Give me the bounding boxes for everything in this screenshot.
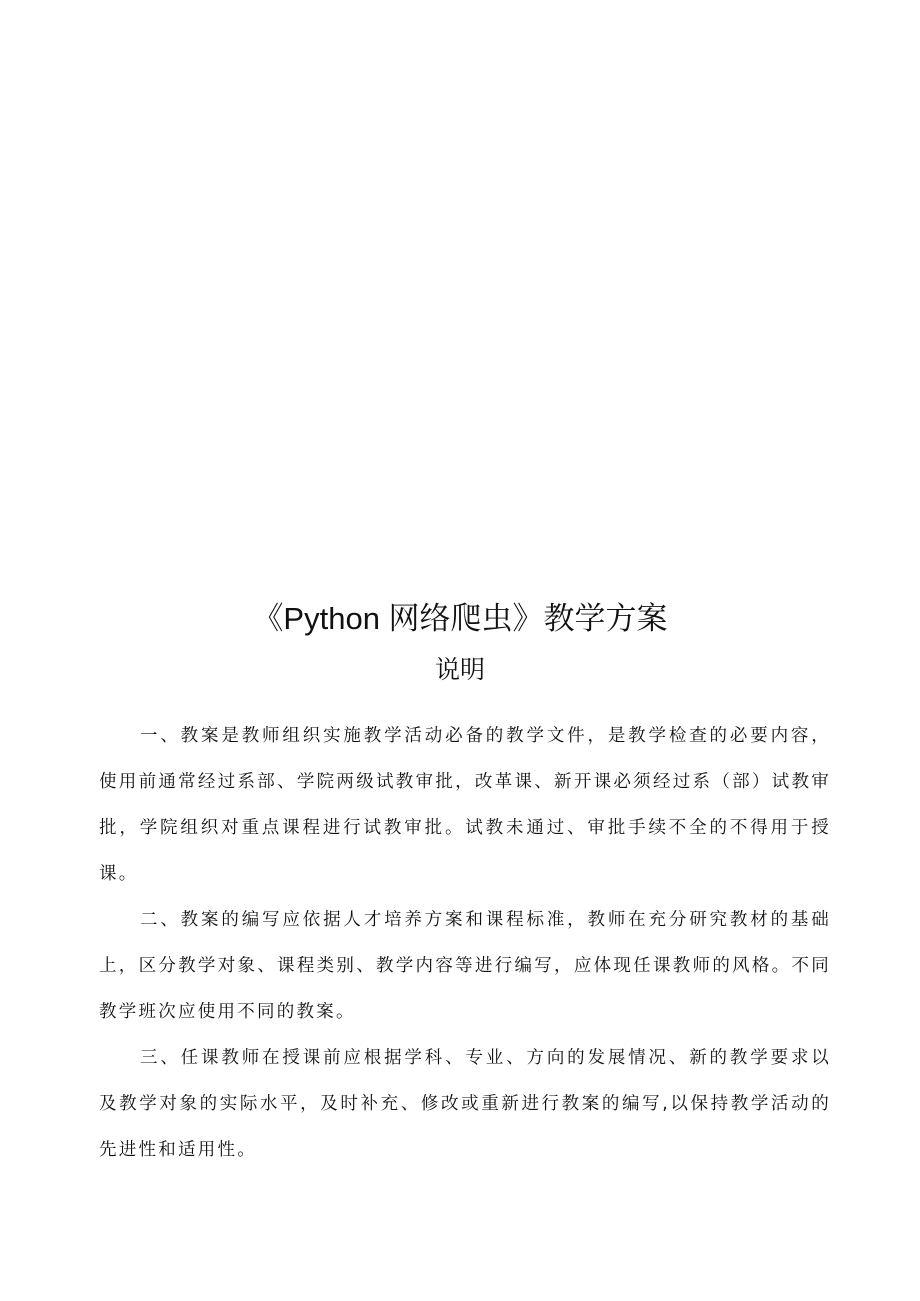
paragraph-1: 一、教案是教师组织实施教学活动必备的教学文件，是教学检查的必要内容，使用前通常经过系部、学院两级试教审批，改革课、新开课必须经过系（部）试教审批，学院组织对重点课程进行试教审批。试教未通过、审批手续不全的不得用于授课。	[99, 726, 831, 884]
paragraph-2: 二、教案的编写应依据人才培养方案和课程标准，教师在充分研究教材的基础上，区分教学对象、课程类别、教学内容等进行编写，应体现任课教师的风格。不同教学班次应使用不同的教案。	[99, 910, 831, 1022]
document-body	[99, 713, 831, 1173]
document-subtitle: 说明	[434, 656, 485, 684]
document-title: 《Python 网络爬虫》教学方案	[252, 601, 668, 636]
paragraph-3: 三、任课教师在授课前应根据学科、专业、方向的发展情况、新的教学要求以及教学对象的实际水平，及时补充、修改或重新进行教案的编写,以保持教学活动的先进性和适用性。	[99, 1048, 831, 1160]
